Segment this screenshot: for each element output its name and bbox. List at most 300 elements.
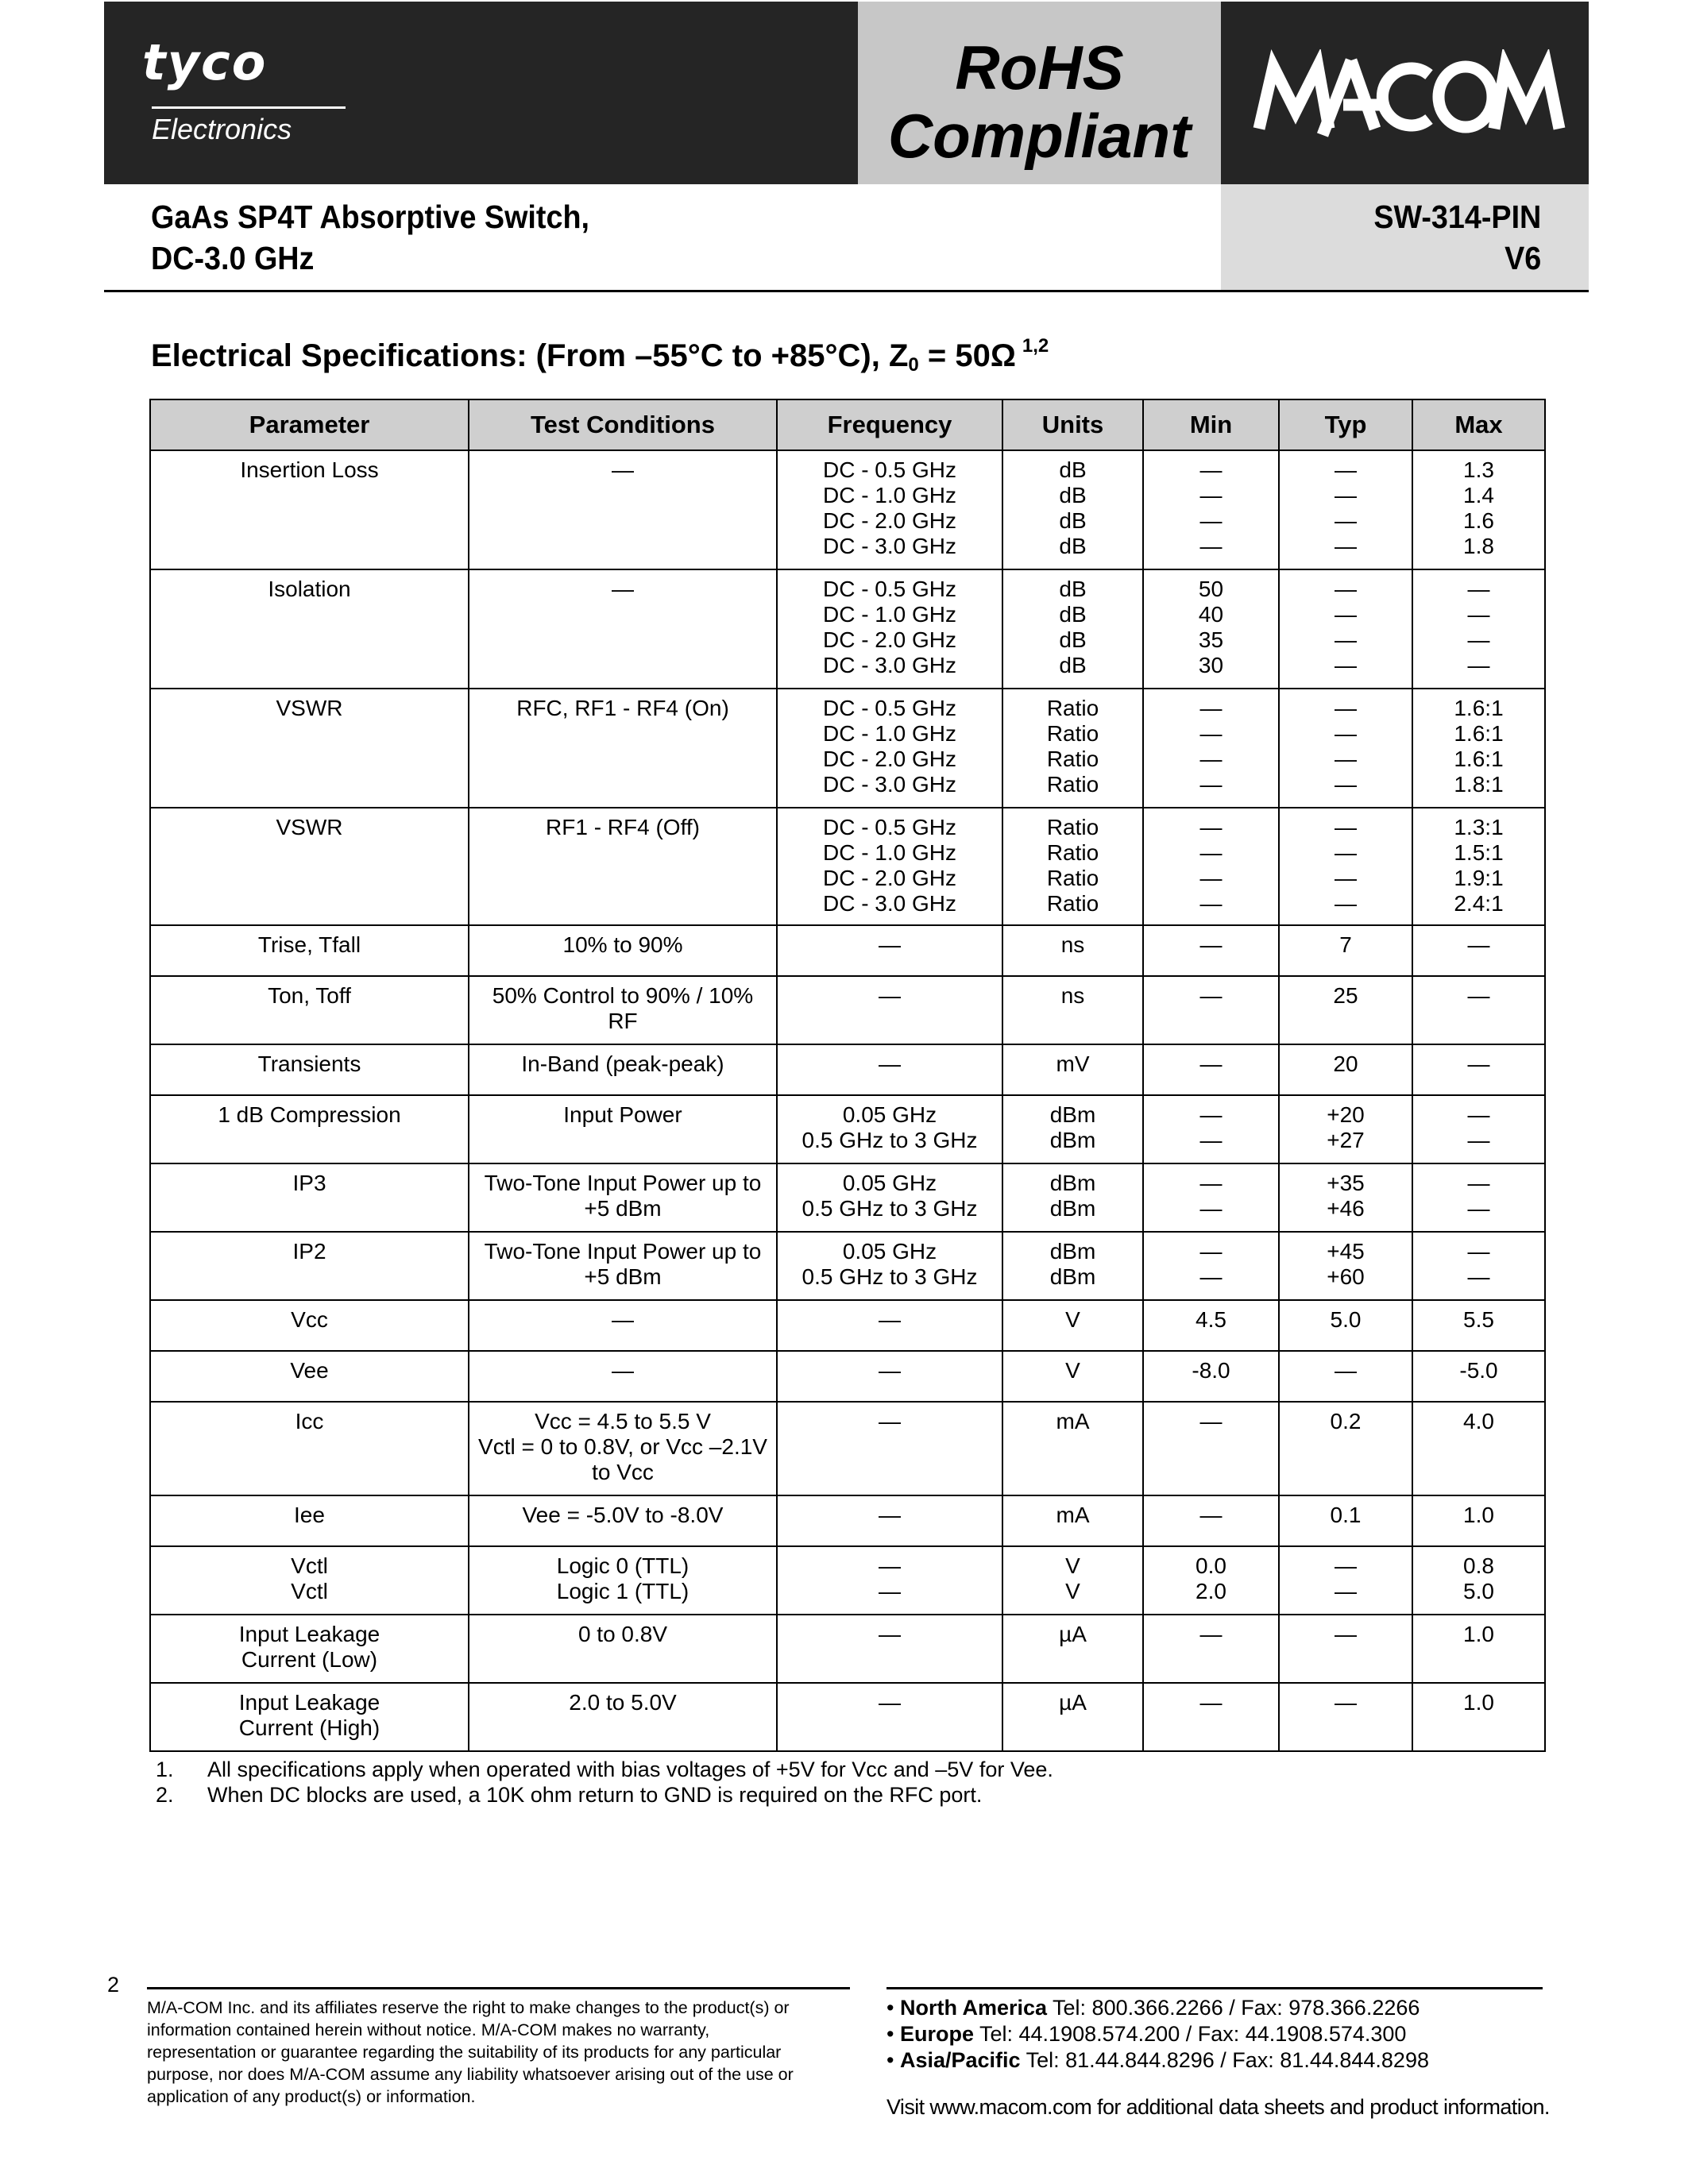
table-cell [150, 1683, 469, 1751]
table-body [150, 450, 1545, 1751]
table-cell [1412, 1402, 1545, 1495]
table-cell [469, 925, 777, 976]
table-cell [1412, 1683, 1545, 1751]
cell-line: — [1335, 1358, 1357, 1383]
cell-line: — [1467, 602, 1490, 627]
cell-line: — [1335, 866, 1357, 890]
product-title-line2: DC-3.0 GHz [151, 240, 315, 276]
table-row [150, 1683, 1545, 1751]
cell-line: — [1335, 1579, 1357, 1603]
table-cell [150, 1044, 469, 1095]
table-cell [469, 689, 777, 808]
cell-line: DC - 1.0 GHz [822, 840, 957, 865]
bullet-icon: • [886, 2022, 900, 2046]
table-cell [469, 1683, 777, 1751]
column-header: Typ [1279, 399, 1412, 450]
cell-line: 2.4:1 [1454, 891, 1504, 916]
macom-logo [1250, 49, 1567, 145]
cell-line: — [1467, 1128, 1490, 1152]
cell-line: 0.05 GHz [842, 1239, 937, 1264]
cell-line: +46 [1327, 1196, 1365, 1221]
cell-line: Input Leakage [238, 1690, 380, 1715]
cell-line: DC - 3.0 GHz [822, 772, 957, 797]
cell-line: Two-Tone Input Power up to [484, 1171, 762, 1195]
cell-line: 1.5:1 [1454, 840, 1504, 865]
cell-line: Two-Tone Input Power up to [484, 1239, 762, 1264]
table-cell [1279, 808, 1412, 925]
cell-line: dBm [1049, 1239, 1096, 1264]
cell-line: Current (High) [238, 1715, 380, 1740]
cell-line: — [879, 1358, 901, 1383]
cell-line: — [1335, 627, 1357, 652]
cell-line: — [879, 1409, 901, 1433]
table-cell [1279, 1300, 1412, 1351]
cell-line: RF [608, 1009, 638, 1033]
cell-line: — [1467, 932, 1490, 957]
table-cell [1412, 1300, 1545, 1351]
table-cell [1279, 569, 1412, 689]
cell-line: — [1467, 1264, 1490, 1289]
cell-line: Vctl [291, 1579, 328, 1603]
table-cell [150, 1615, 469, 1683]
table-cell [777, 1546, 1002, 1615]
cell-line: VSWR [276, 815, 343, 839]
table-cell [777, 1495, 1002, 1546]
cell-line: — [1467, 983, 1490, 1008]
table-cell [777, 1232, 1002, 1300]
footnote-number: 2. [156, 1783, 174, 1807]
cell-line: to Vcc [592, 1460, 654, 1484]
cell-line: — [879, 1503, 901, 1527]
cell-line: +27 [1327, 1128, 1365, 1152]
footnote-number: 1. [156, 1758, 174, 1781]
table-cell [1279, 1546, 1412, 1615]
cell-line: Input Power [563, 1102, 682, 1127]
cell-line: In-Band (peak-peak) [521, 1051, 724, 1076]
table-cell [150, 1546, 469, 1615]
table-cell [1002, 1300, 1143, 1351]
table-cell [1002, 689, 1143, 808]
table-cell [777, 1300, 1002, 1351]
cell-line: Ratio [1046, 772, 1099, 797]
cell-line: DC - 2.0 GHz [822, 627, 957, 652]
cell-line: 5.0 [1330, 1307, 1362, 1332]
rohs-line2: Compliant [887, 101, 1192, 171]
cell-line: 0.2 [1330, 1409, 1362, 1433]
cell-line: +45 [1327, 1239, 1365, 1264]
cell-line: V [1065, 1553, 1080, 1578]
electrical-specifications-table [149, 399, 1546, 1752]
table-cell [777, 1163, 1002, 1232]
cell-line: Logic 1 (TTL) [556, 1579, 689, 1603]
cell-line: — [1199, 891, 1223, 916]
table-row [150, 1351, 1545, 1402]
column-header: Test Conditions [469, 399, 777, 450]
cell-line: — [1199, 1622, 1223, 1646]
cell-line: — [1467, 1102, 1490, 1127]
section-heading-subscript: 0 [908, 354, 919, 376]
column-header: Max [1412, 399, 1545, 450]
page-number: 2 [107, 1973, 120, 1997]
cell-line: 40 [1198, 602, 1224, 627]
cell-line: Vee [290, 1358, 329, 1383]
cell-line: 10% to 90% [562, 932, 683, 957]
website-note: Visit www.macom.com for additional data sheets and product information. [886, 2095, 1550, 2119]
table-cell [469, 1495, 777, 1546]
cell-line: 1.9:1 [1454, 866, 1504, 890]
cell-line: — [1335, 457, 1357, 482]
cell-line: -5.0 [1459, 1358, 1498, 1383]
table-cell [1412, 1044, 1545, 1095]
cell-line: — [1199, 457, 1223, 482]
cell-line: V [1065, 1358, 1080, 1383]
cell-line: 2.0 to 5.0V [569, 1690, 677, 1715]
cell-line: — [1467, 1239, 1490, 1264]
table-cell [150, 1095, 469, 1163]
table-cell [1002, 976, 1143, 1044]
table-cell [1279, 1495, 1412, 1546]
table-cell [1143, 450, 1279, 569]
cell-line: — [1199, 508, 1223, 533]
macom-logo-block [1221, 2, 1589, 184]
cell-line: 1.6:1 [1454, 721, 1504, 746]
cell-line: 30 [1198, 653, 1224, 677]
tyco-logo-block [104, 2, 858, 184]
contact-info: Tel: 44.1908.574.200 / Fax: 44.1908.574.300 [979, 2022, 1407, 2046]
table-cell [150, 569, 469, 689]
table-row [150, 976, 1545, 1044]
table-row [150, 1095, 1545, 1163]
column-header: Min [1143, 399, 1279, 450]
cell-line: dB [1059, 483, 1087, 507]
cell-line: — [1335, 772, 1357, 797]
table-cell [1412, 450, 1545, 569]
table-cell [1279, 1615, 1412, 1683]
cell-line: — [1335, 1690, 1357, 1715]
contact-item [886, 2021, 1429, 2047]
footnote-text: When DC blocks are used, a 10K ohm return to GND is required on the RFC port. [207, 1783, 983, 1807]
cell-line: 1.6:1 [1454, 696, 1504, 720]
table-cell [777, 450, 1002, 569]
table-cell [777, 569, 1002, 689]
table-cell [1002, 1615, 1143, 1683]
cell-line: 5.0 [1463, 1579, 1494, 1603]
table-cell [1143, 1402, 1279, 1495]
cell-line: — [1335, 696, 1357, 720]
cell-line: — [1335, 1622, 1357, 1646]
product-title-line1: GaAs SP4T Absorptive Switch, [151, 199, 589, 235]
cell-line: — [1199, 1128, 1223, 1152]
cell-line: Insertion Loss [240, 457, 379, 482]
cell-line: Ratio [1046, 696, 1099, 720]
table-cell [1002, 808, 1143, 925]
cell-line: Vee = -5.0V to -8.0V [522, 1503, 724, 1527]
cell-line: — [879, 1622, 901, 1646]
table-cell [469, 569, 777, 689]
cell-line: — [1467, 1171, 1490, 1195]
cell-line: 25 [1333, 983, 1358, 1008]
table-cell [469, 1351, 777, 1402]
cell-line: 0.05 GHz [842, 1102, 937, 1127]
cell-line: 1.0 [1463, 1622, 1494, 1646]
table-cell [150, 689, 469, 808]
table-header-row [150, 399, 1545, 450]
cell-line: µA [1059, 1690, 1087, 1715]
cell-line: Ratio [1046, 866, 1099, 890]
cell-line: DC - 1.0 GHz [822, 483, 957, 507]
cell-line: — [1199, 1102, 1223, 1127]
cell-line: 0.8 [1463, 1553, 1494, 1578]
column-header: Units [1002, 399, 1143, 450]
cell-line: dB [1059, 534, 1087, 558]
cell-line: — [1199, 1264, 1223, 1289]
cell-line: DC - 3.0 GHz [822, 653, 957, 677]
footnote-text: All specifications apply when operated with bias voltages of +5V for Vcc and –5V for Vee. [207, 1758, 1053, 1781]
table-cell [1002, 1351, 1143, 1402]
cell-line: 0.05 GHz [842, 1171, 937, 1195]
cell-line: 1 dB Compression [218, 1102, 401, 1127]
table-cell [1412, 925, 1545, 976]
table-cell [1002, 1095, 1143, 1163]
cell-line: Transients [257, 1051, 361, 1076]
cell-line: DC - 0.5 GHz [822, 457, 957, 482]
footnotes [156, 1757, 1053, 1808]
table-cell [777, 1683, 1002, 1751]
cell-line: 20 [1333, 1051, 1358, 1076]
cell-line: — [1335, 602, 1357, 627]
table-row [150, 1163, 1545, 1232]
cell-line: — [879, 983, 901, 1008]
cell-line: Ratio [1046, 721, 1099, 746]
table-cell [1412, 976, 1545, 1044]
cell-line: — [879, 1553, 901, 1578]
cell-line: +5 dBm [584, 1264, 662, 1289]
table-row [150, 569, 1545, 689]
cell-line: ns [1060, 932, 1085, 957]
cell-line: — [879, 1051, 901, 1076]
legal-disclaimer: M/A-COM Inc. and its affiliates reserve the right to make changes to the product(s) or information contained herein without notice. M/A-COM makes no warranty, representation or guarantee regarding the suitability of its products for any particular purpose, nor does M/A-COM assume any liability whatsoever arising out of the use or application of any product(s) or information. [147, 1998, 794, 2106]
cell-line: µA [1059, 1622, 1087, 1646]
cell-line: 0.1 [1330, 1503, 1362, 1527]
cell-line: — [1199, 1239, 1223, 1264]
cell-line: dB [1059, 577, 1087, 601]
table-cell [1143, 569, 1279, 689]
table-cell [1002, 1044, 1143, 1095]
table-cell [150, 808, 469, 925]
table-cell [1412, 1163, 1545, 1232]
cell-line: — [1199, 721, 1223, 746]
cell-line: — [1199, 840, 1223, 865]
cell-line: — [1467, 1196, 1490, 1221]
cell-line: — [1199, 772, 1223, 797]
table-cell [1412, 1351, 1545, 1402]
cell-line: DC - 1.0 GHz [822, 602, 957, 627]
cell-line: mV [1056, 1051, 1090, 1076]
cell-line: 5.5 [1463, 1307, 1494, 1332]
cell-line: — [1467, 653, 1490, 677]
cell-line: Ratio [1046, 840, 1099, 865]
table-cell [1412, 1615, 1545, 1683]
table-row [150, 450, 1545, 569]
table-cell [1279, 1351, 1412, 1402]
cell-line: — [1335, 815, 1357, 839]
cell-line: — [1335, 534, 1357, 558]
table-cell [1143, 1095, 1279, 1163]
cell-line: Vctl = 0 to 0.8V, or Vcc –2.1V [478, 1434, 767, 1459]
cell-line: 0.5 GHz to 3 GHz [802, 1196, 978, 1221]
cell-line: 0.5 GHz to 3 GHz [802, 1264, 978, 1289]
cell-line: -8.0 [1192, 1358, 1230, 1383]
section-heading-text: Electrical Specifications: (From –55°C to +85°C), Z [151, 338, 909, 373]
table-row [150, 1232, 1545, 1300]
cell-line: — [612, 1307, 634, 1332]
cell-line: dB [1059, 602, 1087, 627]
table-cell [1143, 1683, 1279, 1751]
cell-line: — [1199, 932, 1223, 957]
cell-line: Ratio [1046, 815, 1099, 839]
cell-line: — [1335, 891, 1357, 916]
cell-line: DC - 2.0 GHz [822, 866, 957, 890]
cell-line: dBm [1049, 1196, 1096, 1221]
cell-line: — [1199, 1409, 1223, 1433]
cell-line: dB [1059, 653, 1087, 677]
cell-line: dBm [1049, 1128, 1096, 1152]
cell-line: mA [1056, 1503, 1090, 1527]
cell-line: — [1199, 1051, 1223, 1076]
cell-line: 1.4 [1463, 483, 1494, 507]
table-cell [469, 1402, 777, 1495]
table-cell [1412, 1546, 1545, 1615]
cell-line: — [1335, 747, 1357, 771]
table-row [150, 1402, 1545, 1495]
rohs-block [858, 2, 1221, 184]
cell-line: dBm [1049, 1264, 1096, 1289]
cell-line: Vctl [291, 1553, 328, 1578]
table-cell [1002, 1163, 1143, 1232]
table-cell [1279, 925, 1412, 976]
table-cell [469, 1044, 777, 1095]
section-heading-tail: = 50Ω [918, 338, 1016, 373]
cell-line: dB [1059, 457, 1087, 482]
table-cell [1143, 1615, 1279, 1683]
cell-line: Current (Low) [241, 1647, 378, 1672]
tyco-logo-subtitle: Electronics [152, 113, 292, 145]
product-title [151, 196, 589, 279]
cell-line: 50% Control to 90% / 10% [492, 983, 754, 1008]
cell-line: — [1199, 1196, 1223, 1221]
cell-line: 0.0 [1196, 1553, 1226, 1578]
footnote-item [156, 1782, 1053, 1808]
table-cell [1143, 1300, 1279, 1351]
cell-line: 1.6:1 [1454, 747, 1504, 771]
contact-info: Tel: 800.366.2266 / Fax: 978.366.2266 [1053, 1996, 1420, 2020]
cell-line: Ratio [1046, 747, 1099, 771]
cell-line: — [1199, 983, 1223, 1008]
table-cell [1279, 1683, 1412, 1751]
cell-line: 50 [1198, 577, 1224, 601]
cell-line: Iee [294, 1503, 325, 1527]
cell-line: — [612, 1358, 634, 1383]
cell-line: — [1199, 866, 1223, 890]
cell-line: 1.3:1 [1454, 815, 1504, 839]
cell-line: DC - 1.0 GHz [822, 721, 957, 746]
table-cell [1002, 1402, 1143, 1495]
cell-line: Icc [295, 1409, 324, 1433]
table-cell [1279, 1402, 1412, 1495]
table-cell [150, 1163, 469, 1232]
table-cell [469, 1095, 777, 1163]
cell-line: DC - 0.5 GHz [822, 815, 957, 839]
contact-info: Tel: 81.44.844.8296 / Fax: 81.44.844.8298 [1026, 2048, 1429, 2072]
contact-list [886, 1995, 1429, 2074]
cell-line: Vcc [291, 1307, 328, 1332]
footer-divider-right [886, 1987, 1543, 1989]
table-cell [1143, 1351, 1279, 1402]
cell-line: — [879, 1579, 901, 1603]
cell-line: 35 [1198, 627, 1224, 652]
column-header: Parameter [150, 399, 469, 450]
table-cell [1412, 689, 1545, 808]
cell-line: — [1335, 721, 1357, 746]
cell-line: ns [1060, 983, 1085, 1008]
table-cell [1279, 1095, 1412, 1163]
footnote-item [156, 1757, 1053, 1782]
table-row [150, 1044, 1545, 1095]
cell-line: dBm [1049, 1171, 1096, 1195]
cell-line: — [1335, 840, 1357, 865]
table-row [150, 925, 1545, 976]
cell-line: — [1335, 483, 1357, 507]
cell-line: RF1 - RF4 (Off) [546, 815, 700, 839]
table-cell [777, 808, 1002, 925]
cell-line: 1.0 [1463, 1503, 1494, 1527]
cell-line: 2.0 [1196, 1579, 1226, 1603]
cell-line: Vcc = 4.5 to 5.5 V [535, 1409, 711, 1433]
table-cell [777, 976, 1002, 1044]
cell-line: DC - 0.5 GHz [822, 577, 957, 601]
cell-line: — [1199, 483, 1223, 507]
cell-line: Isolation [268, 577, 351, 601]
cell-line: V [1065, 1579, 1080, 1603]
footer-divider-left [147, 1987, 850, 1989]
table-cell [1002, 925, 1143, 976]
table-cell [1002, 450, 1143, 569]
cell-line: — [1335, 653, 1357, 677]
cell-line: dB [1059, 627, 1087, 652]
bullet-icon: • [886, 1996, 900, 2020]
tyco-logo-rule [152, 106, 346, 109]
table-cell [777, 1402, 1002, 1495]
cell-line: +35 [1327, 1171, 1365, 1195]
cell-line: dB [1059, 508, 1087, 533]
table-cell [1412, 1495, 1545, 1546]
contact-item [886, 2047, 1429, 2074]
column-header: Frequency [777, 399, 1002, 450]
cell-line: RFC, RF1 - RF4 (On) [516, 696, 729, 720]
table-cell [469, 1615, 777, 1683]
table-cell [1143, 689, 1279, 808]
part-number-text: SW-314-PIN [1373, 199, 1541, 235]
table-cell [777, 1351, 1002, 1402]
page-header [104, 2, 1589, 184]
table-cell [777, 1044, 1002, 1095]
table-cell [1143, 808, 1279, 925]
cell-line: — [1199, 747, 1223, 771]
table-cell [777, 1615, 1002, 1683]
table-cell [469, 450, 777, 569]
rohs-compliant-text [858, 33, 1221, 170]
table-cell [1279, 976, 1412, 1044]
